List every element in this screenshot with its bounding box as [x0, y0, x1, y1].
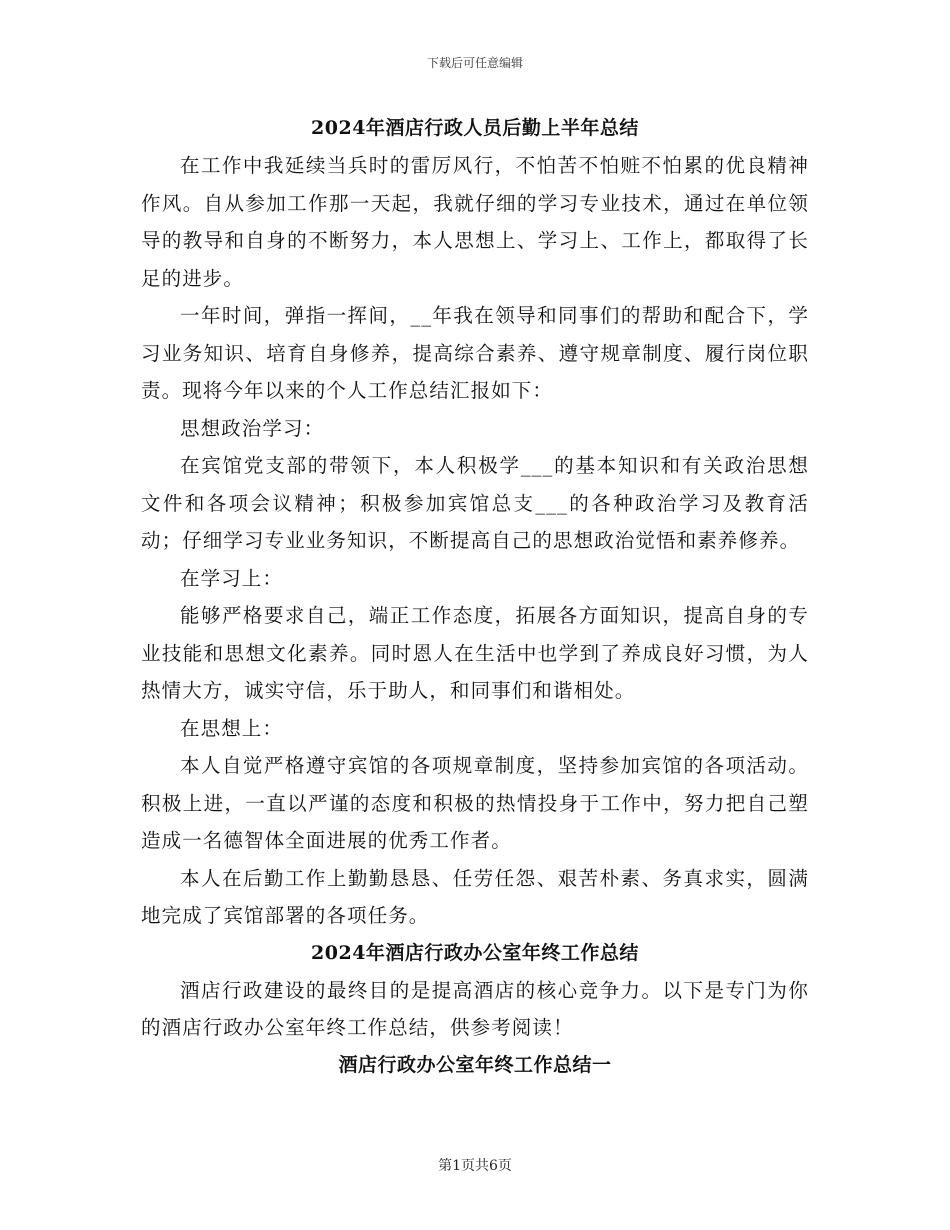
paragraph-thought: 本人自觉严格遵守宾馆的各项规章制度，坚持参加宾馆的各项活动。积极上进，一直以严谨的态度和积极的热情投身于工作中，努力把自己塑造成一名德智体全面进展的优秀工作者。 [141, 754, 809, 852]
document-title: 2024年酒店行政人员后勤上半年总结 [311, 117, 639, 139]
section-heading-study: 在学习上： [180, 566, 284, 590]
paragraph-logistics: 本人在后勤工作上勤勤恳恳、任劳任怨、艰苦朴素、务真求实，圆满地完成了宾馆部署的各项任务。 [141, 866, 809, 927]
paragraph-study: 能够严格要求自己，端正工作态度，拓展各方面知识，提高自身的专业技能和思想文化素养。同时恩人在生活中也学到了养成良好习惯，为人热情大方，诚实守信，乐于助人，和同事们和谐相处。 [141, 604, 809, 702]
section-title-annual-summary: 2024年酒店行政办公室年终工作总结 [311, 941, 639, 964]
section-heading-politics: 思想政治学习： [180, 416, 325, 440]
paragraph-intro: 在工作中我延续当兵时的雷厉风行，不怕苦不怕赃不怕累的优良精神作风。自从参加工作那一天起，我就仔细的学习专业技术，通过在单位领导的教导和自身的不断努力，本人思想上、学习上、工作上，都取得了长足的进步。 [141, 154, 809, 290]
paragraph-year-review: 一年时间，弹指一挥间，__年我在领导和同事们的帮助和配合下，学习业务知识、培育自身修养，提高综合素养、遵守规章制度、履行岗位职责。现将今年以来的个人工作总结汇报如下： [141, 304, 809, 402]
paragraph-annual-intro: 酒店行政建设的最终目的是提高酒店的核心竞争力。以下是专门为你的酒店行政办公室年终工作总结，供参考阅读！ [141, 978, 809, 1039]
section-heading-thought: 在思想上： [180, 716, 284, 740]
header-note: 下载后可任意编辑 [426, 56, 523, 70]
page-number: 第1页共6页 [438, 1158, 512, 1174]
paragraph-politics: 在宾馆党支部的带领下，本人积极学___的基本知识和有关政治思想文件和各项会议精神；积极参加宾馆总支___的各种政治学习及教育活动；仔细学习专业业务知识，不断提高自己的思想政治觉悟和素养修养。 [141, 454, 809, 552]
section-title-summary-one: 酒店行政办公室年终工作总结一 [338, 1053, 612, 1076]
document-body [141, 110, 809, 1084]
